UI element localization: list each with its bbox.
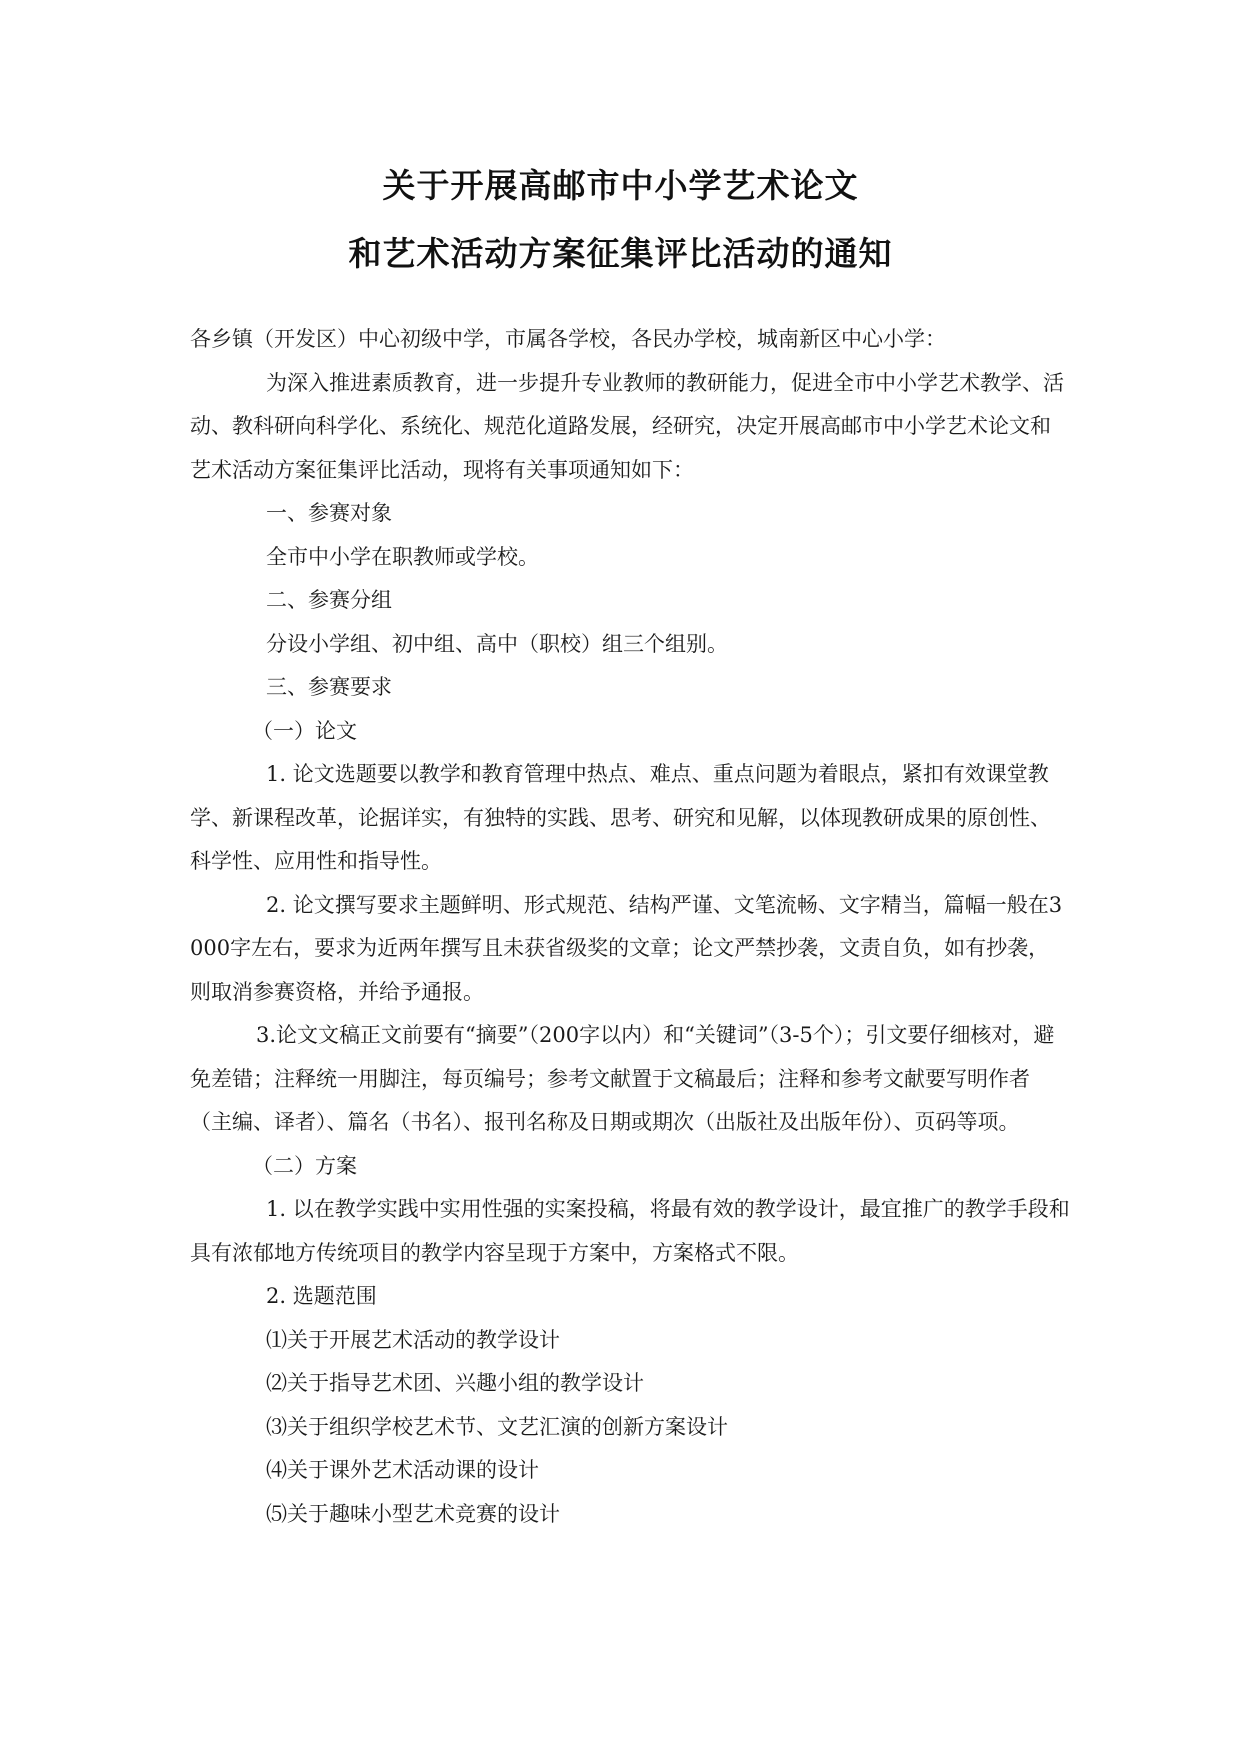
paper-requirement-1: 1. 论文选题要以教学和教育管理中热点、难点、重点问题为着眼点，紧扣有效课堂教学、新课程改革，论据详实，有独特的实践、思考、研究和见解，以体现教研成果的原创性、科学性、应用性和指导性。 <box>190 762 1051 873</box>
paper-requirement-3: 3.论文文稿正文前要有“摘要”（200字以内）和“关键词”（3-5个）；引文要仔细核对，避免差错；注释统一用脚注，每页编号；参考文献置于文稿最后；注释和参考文献要写明作者（主编、译者）、篇名（书名）、报刊名称及日期或期次（出版社及出版年份）、页码等项。 <box>190 1023 1055 1134</box>
topic-item-4: ⑷关于课外艺术活动课的设计 <box>266 1458 539 1482</box>
paper-requirement-2: 2. 论文撰写要求主题鲜明、形式规范、结构严谨、文笔流畅、文字精当，篇幅一般在3000字左右，要求为近两年撰写且未获省级奖的文章；论文严禁抄袭，文责自负，如有抄袭，则取消参赛资格，并给予通报。 <box>190 892 1063 1004</box>
topic-item-5: ⑸关于趣味小型艺术竞赛的设计 <box>266 1501 560 1526</box>
subsection-plan-heading: （二）方案 <box>252 1153 357 1178</box>
document-title-line-2: 和艺术活动方案征集评比活动的通知 <box>348 234 893 273</box>
section-2-heading: 二、参赛分组 <box>266 588 392 612</box>
document-body <box>190 318 1070 1536</box>
section-1-text: 全市中小学在职教师或学校。 <box>266 544 539 569</box>
recipients-line: 各乡镇（开发区）中心初级中学，市属各学校，各民办学校，城南新区中心小学： <box>190 327 946 351</box>
topic-item-1: ⑴关于开展艺术活动的教学设计 <box>266 1327 560 1352</box>
document-title-line-1: 关于开展高邮市中小学艺术论文 <box>382 166 859 205</box>
topic-item-3: ⑶关于组织学校艺术节、文艺汇演的创新方案设计 <box>266 1414 728 1439</box>
plan-requirement-1: 1. 以在教学实践中实用性强的实案投稿，将最有效的教学设计，最宜推广的教学手段和具有浓郁地方传统项目的教学内容呈现于方案中，方案格式不限。 <box>190 1197 1070 1265</box>
intro-paragraph: 为深入推进素质教育，进一步提升专业教师的教研能力，促进全市中小学艺术教学、活动、教科研向科学化、系统化、规范化道路发展，经研究，决定开展高邮市中小学艺术论文和艺术活动方案征集评比活动，现将有关事项通知如下： <box>190 370 1064 482</box>
subsection-paper-heading: （一）论文 <box>252 718 357 743</box>
topic-item-2: ⑵关于指导艺术团、兴趣小组的教学设计 <box>266 1371 644 1395</box>
section-3-heading: 三、参赛要求 <box>266 675 392 699</box>
plan-requirement-2: 2. 选题范围 <box>266 1284 377 1308</box>
section-1-heading: 一、参赛对象 <box>266 501 392 525</box>
section-2-text: 分设小学组、初中组、高中（职校）组三个组别。 <box>266 631 728 656</box>
